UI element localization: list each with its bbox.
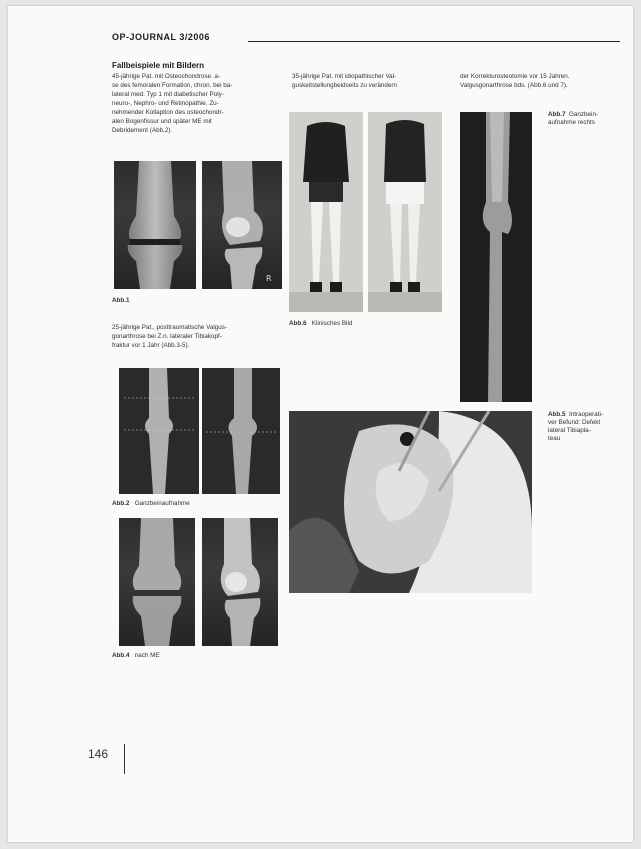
intraoperative-photo — [289, 411, 532, 593]
caption-text: Klinisches Bild — [311, 320, 353, 327]
page-number: 146 — [88, 747, 109, 761]
caption-label: Abb.1 — [112, 297, 130, 304]
svg-text:R: R — [266, 274, 272, 283]
figure-caption-abb2 — [112, 500, 190, 507]
xray-image-post-op-lateral — [202, 518, 278, 646]
caption-text: nach ME — [134, 652, 160, 659]
clinical-photo-front — [289, 112, 363, 312]
caption-text: Intraoperati- ver Befund: Defekt lateral Tibiapla- teau — [548, 411, 603, 442]
caption-text: Ganzbeinaufnahme — [134, 500, 190, 507]
figure-caption-abb7 — [548, 111, 598, 127]
xray-image-long-leg-left — [119, 368, 199, 494]
caption-label: Abb.4 — [112, 652, 130, 659]
clinical-photo-back — [368, 112, 442, 312]
section-title: Fallbeispiele mit Bildern — [112, 61, 205, 70]
xray-image-long-leg-right — [202, 368, 280, 494]
figure-caption-abb5 — [548, 411, 603, 443]
caption-label: Abb.6 — [289, 320, 307, 327]
figure-caption-abb4 — [112, 652, 160, 659]
header-rule — [248, 41, 620, 42]
figure-caption-abb1 — [112, 297, 130, 304]
caption-label: Abb.2 — [112, 500, 130, 507]
case3-continuation-paragraph: der Korrekturosteotomie vor 15 Jahren. Valgusgonarthrose bds. (Abb.6 und 7). — [460, 73, 570, 89]
case2-paragraph: 25-jährige Pat., posttraumatische Valgus- gonarthrose bei Z.n. lateraler Tibiakopf- fraktur vor 1 Jahr (Abb.3-5). — [112, 324, 228, 349]
caption-text: Ganzbein- aufnahme rechts — [548, 111, 599, 126]
case1-paragraph: 45-jährige Pat. mit Osteochondrose. a- se des femoralen Formation, chron. bei ba- lateral med. Typ 1 mit diabetischer Poly- neuro-, Nephro- und Retinopathie. Zu- nehmender Kollaption des osteochondr- alen Bogenfissur und später ME mit Debridement (Abb.2). — [112, 73, 233, 134]
xray-image-lateral — [202, 161, 282, 289]
caption-label: Abb.7 — [548, 111, 566, 118]
caption-label: Abb.5 — [548, 411, 566, 418]
xray-image-post-op-ap — [119, 518, 195, 646]
case3-paragraph: 35-jährige Pat. mit idiopathischer Val- guskeitstellungbeidseits zu verändern — [292, 73, 398, 89]
page-number-rule — [124, 744, 125, 774]
xray-image-ap — [114, 161, 196, 289]
xray-image-full-leg-right — [460, 112, 532, 402]
figure-caption-abb6 — [289, 320, 352, 327]
journal-header: OP-JOURNAL 3/2006 — [112, 32, 210, 42]
journal-page — [8, 6, 633, 842]
